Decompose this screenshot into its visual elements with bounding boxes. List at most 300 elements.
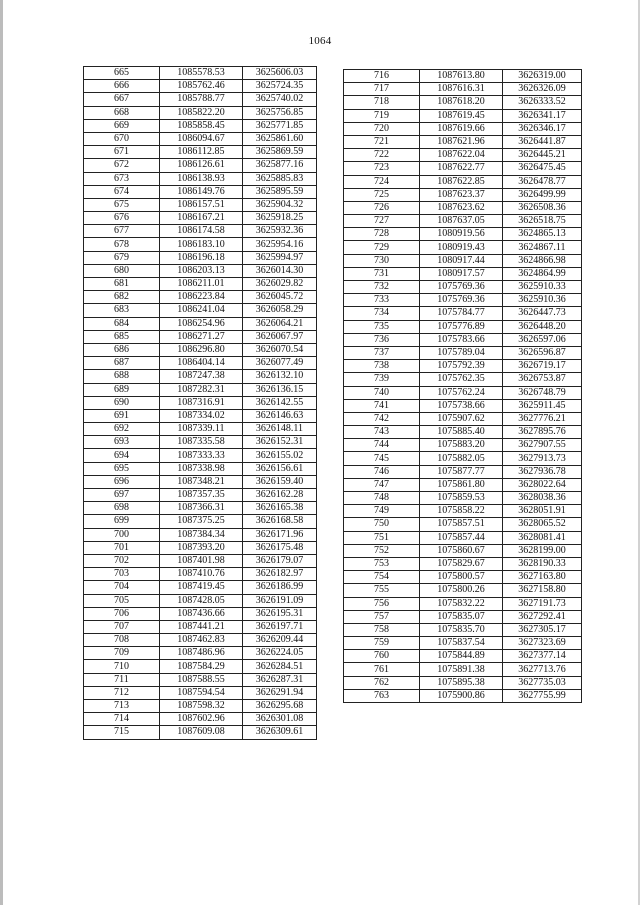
y-coordinate-cell: 3625932.36 xyxy=(243,225,317,238)
y-coordinate-cell: 3626475.45 xyxy=(503,162,582,175)
x-coordinate-cell: 1075860.67 xyxy=(420,544,503,557)
point-number-cell: 718 xyxy=(344,96,420,109)
point-number-cell: 698 xyxy=(84,502,160,515)
y-coordinate-cell: 3626152.31 xyxy=(243,436,317,449)
y-coordinate-cell: 3626309.61 xyxy=(243,726,317,739)
point-number-cell: 752 xyxy=(344,544,420,557)
x-coordinate-cell: 1087622.85 xyxy=(420,175,503,188)
x-coordinate-cell: 1075776.89 xyxy=(420,320,503,333)
x-coordinate-cell: 1087613.80 xyxy=(420,70,503,83)
x-coordinate-cell: 1087410.76 xyxy=(160,568,243,581)
point-number-cell: 683 xyxy=(84,304,160,317)
table-row xyxy=(84,225,317,238)
x-coordinate-cell: 1075832.22 xyxy=(420,597,503,610)
x-coordinate-cell: 1075829.67 xyxy=(420,557,503,570)
table-row xyxy=(84,594,317,607)
x-coordinate-cell: 1086126.61 xyxy=(160,159,243,172)
point-number-cell: 668 xyxy=(84,106,160,119)
x-coordinate-cell: 1075769.36 xyxy=(420,281,503,294)
table-row xyxy=(344,228,582,241)
x-coordinate-cell: 1086174.58 xyxy=(160,225,243,238)
table-row xyxy=(84,106,317,119)
point-number-cell: 705 xyxy=(84,594,160,607)
table-row xyxy=(84,620,317,633)
point-number-cell: 689 xyxy=(84,383,160,396)
point-number-cell: 744 xyxy=(344,439,420,452)
y-coordinate-cell: 3625724.35 xyxy=(243,80,317,93)
page-number: 1064 xyxy=(308,35,332,47)
x-coordinate-cell: 1075891.38 xyxy=(420,663,503,676)
y-coordinate-cell: 3626136.15 xyxy=(243,383,317,396)
table-row xyxy=(344,399,582,412)
table-row xyxy=(344,623,582,636)
point-number-cell: 761 xyxy=(344,663,420,676)
y-coordinate-cell: 3626191.09 xyxy=(243,594,317,607)
table-row xyxy=(84,634,317,647)
point-number-cell: 737 xyxy=(344,346,420,359)
point-number-cell: 720 xyxy=(344,122,420,135)
y-coordinate-cell: 3628065.52 xyxy=(503,518,582,531)
x-coordinate-cell: 1087609.08 xyxy=(160,726,243,739)
table-row xyxy=(84,607,317,620)
point-number-cell: 751 xyxy=(344,531,420,544)
y-coordinate-cell: 3625756.85 xyxy=(243,106,317,119)
table-row xyxy=(344,281,582,294)
table-row xyxy=(84,291,317,304)
table-row xyxy=(344,307,582,320)
y-coordinate-cell: 3625740.02 xyxy=(243,93,317,106)
point-number-cell: 757 xyxy=(344,610,420,623)
y-coordinate-cell: 3626197.71 xyxy=(243,620,317,633)
y-coordinate-cell: 3627163.80 xyxy=(503,571,582,584)
table-row xyxy=(84,449,317,462)
point-number-cell: 730 xyxy=(344,254,420,267)
x-coordinate-cell: 1087441.21 xyxy=(160,620,243,633)
point-number-cell: 704 xyxy=(84,581,160,594)
table-row xyxy=(84,502,317,515)
table-row xyxy=(344,426,582,439)
y-coordinate-cell: 3626326.09 xyxy=(503,83,582,96)
y-coordinate-cell: 3626186.99 xyxy=(243,581,317,594)
table-row xyxy=(84,185,317,198)
point-number-cell: 675 xyxy=(84,198,160,211)
table-row xyxy=(84,251,317,264)
table-row xyxy=(84,357,317,370)
y-coordinate-cell: 3626508.36 xyxy=(503,201,582,214)
point-number-cell: 692 xyxy=(84,423,160,436)
x-coordinate-cell: 1087486.96 xyxy=(160,647,243,660)
x-coordinate-cell: 1086196.18 xyxy=(160,251,243,264)
y-coordinate-cell: 3628199.00 xyxy=(503,544,582,557)
y-coordinate-cell: 3626195.31 xyxy=(243,607,317,620)
table-row xyxy=(84,383,317,396)
table-row xyxy=(344,584,582,597)
y-coordinate-cell: 3627191.73 xyxy=(503,597,582,610)
y-coordinate-cell: 3624867.11 xyxy=(503,241,582,254)
x-coordinate-cell: 1087401.98 xyxy=(160,554,243,567)
x-coordinate-cell: 1075844.89 xyxy=(420,650,503,663)
point-number-cell: 680 xyxy=(84,264,160,277)
table-row xyxy=(344,478,582,491)
x-coordinate-cell: 1087419.45 xyxy=(160,581,243,594)
table-row xyxy=(344,241,582,254)
y-coordinate-cell: 3625918.25 xyxy=(243,212,317,225)
y-coordinate-cell: 3626171.96 xyxy=(243,528,317,541)
point-number-cell: 742 xyxy=(344,412,420,425)
x-coordinate-cell: 1087428.05 xyxy=(160,594,243,607)
point-number-cell: 674 xyxy=(84,185,160,198)
y-coordinate-cell: 3626165.38 xyxy=(243,502,317,515)
point-number-cell: 713 xyxy=(84,700,160,713)
x-coordinate-cell: 1085858.45 xyxy=(160,119,243,132)
point-number-cell: 753 xyxy=(344,557,420,570)
y-coordinate-cell: 3626077.49 xyxy=(243,357,317,370)
point-number-cell: 684 xyxy=(84,317,160,330)
y-coordinate-cell: 3625877.16 xyxy=(243,159,317,172)
table-row xyxy=(344,610,582,623)
table-row xyxy=(84,370,317,383)
y-coordinate-cell: 3627713.76 xyxy=(503,663,582,676)
table-row xyxy=(84,396,317,409)
x-coordinate-cell: 1075857.44 xyxy=(420,531,503,544)
y-coordinate-cell: 3627936.78 xyxy=(503,465,582,478)
x-coordinate-cell: 1087334.02 xyxy=(160,409,243,422)
x-coordinate-cell: 1087316.91 xyxy=(160,396,243,409)
y-coordinate-cell: 3626341.17 xyxy=(503,109,582,122)
point-number-cell: 695 xyxy=(84,462,160,475)
table-row xyxy=(344,135,582,148)
point-number-cell: 725 xyxy=(344,188,420,201)
table-row xyxy=(344,492,582,505)
y-coordinate-cell: 3624865.13 xyxy=(503,228,582,241)
point-number-cell: 678 xyxy=(84,238,160,251)
y-coordinate-cell: 3628051.91 xyxy=(503,505,582,518)
x-coordinate-cell: 1075762.35 xyxy=(420,373,503,386)
table-row xyxy=(84,146,317,159)
point-number-cell: 743 xyxy=(344,426,420,439)
y-coordinate-cell: 3626224.05 xyxy=(243,647,317,660)
x-coordinate-cell: 1087623.37 xyxy=(420,188,503,201)
point-number-cell: 677 xyxy=(84,225,160,238)
y-coordinate-cell: 3626045.72 xyxy=(243,291,317,304)
table-row xyxy=(344,96,582,109)
y-coordinate-cell: 3626067.97 xyxy=(243,330,317,343)
y-coordinate-cell: 3626132.10 xyxy=(243,370,317,383)
x-coordinate-cell: 1075784.77 xyxy=(420,307,503,320)
table-row xyxy=(344,518,582,531)
table-row xyxy=(344,122,582,135)
y-coordinate-cell: 3626168.58 xyxy=(243,515,317,528)
y-coordinate-cell: 3626284.51 xyxy=(243,660,317,673)
x-coordinate-cell: 1075907.62 xyxy=(420,412,503,425)
table-row xyxy=(344,201,582,214)
y-coordinate-cell: 3627377.14 xyxy=(503,650,582,663)
y-coordinate-cell: 3626445.21 xyxy=(503,149,582,162)
y-coordinate-cell: 3626346.17 xyxy=(503,122,582,135)
point-number-cell: 696 xyxy=(84,475,160,488)
point-number-cell: 746 xyxy=(344,465,420,478)
x-coordinate-cell: 1086183.10 xyxy=(160,238,243,251)
coordinates-table-left xyxy=(83,66,317,740)
y-coordinate-cell: 3626291.94 xyxy=(243,686,317,699)
table-row xyxy=(84,278,317,291)
y-coordinate-cell: 3627735.03 xyxy=(503,676,582,689)
y-coordinate-cell: 3626333.52 xyxy=(503,96,582,109)
point-number-cell: 763 xyxy=(344,689,420,702)
y-coordinate-cell: 3625910.33 xyxy=(503,281,582,294)
x-coordinate-cell: 1075792.39 xyxy=(420,360,503,373)
y-coordinate-cell: 3627895.76 xyxy=(503,426,582,439)
table-row xyxy=(344,386,582,399)
table-row xyxy=(84,660,317,673)
point-number-cell: 715 xyxy=(84,726,160,739)
table-row xyxy=(84,568,317,581)
point-number-cell: 685 xyxy=(84,330,160,343)
table-row xyxy=(84,423,317,436)
y-coordinate-cell: 3626146.63 xyxy=(243,409,317,422)
x-coordinate-cell: 1086112.85 xyxy=(160,146,243,159)
y-coordinate-cell: 3626162.28 xyxy=(243,489,317,502)
point-number-cell: 703 xyxy=(84,568,160,581)
y-coordinate-cell: 3626014.30 xyxy=(243,264,317,277)
table-row xyxy=(84,541,317,554)
y-coordinate-cell: 3625911.45 xyxy=(503,399,582,412)
y-coordinate-cell: 3625895.59 xyxy=(243,185,317,198)
point-number-cell: 691 xyxy=(84,409,160,422)
y-coordinate-cell: 3625771.85 xyxy=(243,119,317,132)
point-number-cell: 694 xyxy=(84,449,160,462)
point-number-cell: 665 xyxy=(84,67,160,80)
point-number-cell: 721 xyxy=(344,135,420,148)
point-number-cell: 707 xyxy=(84,620,160,633)
table-row xyxy=(84,198,317,211)
x-coordinate-cell: 1087619.45 xyxy=(420,109,503,122)
point-number-cell: 671 xyxy=(84,146,160,159)
x-coordinate-cell: 1087622.04 xyxy=(420,149,503,162)
x-coordinate-cell: 1087584.29 xyxy=(160,660,243,673)
point-number-cell: 714 xyxy=(84,713,160,726)
table-row xyxy=(84,462,317,475)
x-coordinate-cell: 1080919.56 xyxy=(420,228,503,241)
y-coordinate-cell: 3624864.99 xyxy=(503,267,582,280)
y-coordinate-cell: 3626175.48 xyxy=(243,541,317,554)
table-row xyxy=(84,317,317,330)
y-coordinate-cell: 3626499.99 xyxy=(503,188,582,201)
x-coordinate-cell: 1087333.33 xyxy=(160,449,243,462)
table-row xyxy=(84,581,317,594)
x-coordinate-cell: 1080917.57 xyxy=(420,267,503,280)
x-coordinate-cell: 1075783.66 xyxy=(420,333,503,346)
point-number-cell: 760 xyxy=(344,650,420,663)
point-number-cell: 690 xyxy=(84,396,160,409)
point-number-cell: 747 xyxy=(344,478,420,491)
y-coordinate-cell: 3626748.79 xyxy=(503,386,582,399)
table-row xyxy=(84,343,317,356)
point-number-cell: 682 xyxy=(84,291,160,304)
x-coordinate-cell: 1086203.13 xyxy=(160,264,243,277)
x-coordinate-cell: 1075861.80 xyxy=(420,478,503,491)
y-coordinate-cell: 3626287.31 xyxy=(243,673,317,686)
point-number-cell: 702 xyxy=(84,554,160,567)
table-row xyxy=(84,673,317,686)
x-coordinate-cell: 1086404.14 xyxy=(160,357,243,370)
x-coordinate-cell: 1086094.67 xyxy=(160,132,243,145)
table-row xyxy=(84,80,317,93)
point-number-cell: 756 xyxy=(344,597,420,610)
x-coordinate-cell: 1080919.43 xyxy=(420,241,503,254)
y-coordinate-cell: 3626155.02 xyxy=(243,449,317,462)
y-coordinate-cell: 3626448.20 xyxy=(503,320,582,333)
x-coordinate-cell: 1087384.34 xyxy=(160,528,243,541)
y-coordinate-cell: 3628190.33 xyxy=(503,557,582,570)
x-coordinate-cell: 1075857.51 xyxy=(420,518,503,531)
point-number-cell: 687 xyxy=(84,357,160,370)
table-row xyxy=(344,439,582,452)
table-row xyxy=(344,597,582,610)
x-coordinate-cell: 1075800.26 xyxy=(420,584,503,597)
point-number-cell: 719 xyxy=(344,109,420,122)
table-row xyxy=(344,346,582,359)
point-number-cell: 699 xyxy=(84,515,160,528)
table-row xyxy=(84,489,317,502)
table-row xyxy=(344,267,582,280)
x-coordinate-cell: 1075858.22 xyxy=(420,505,503,518)
x-coordinate-cell: 1085578.53 xyxy=(160,67,243,80)
point-number-cell: 670 xyxy=(84,132,160,145)
point-number-cell: 688 xyxy=(84,370,160,383)
table-row xyxy=(84,212,317,225)
y-coordinate-cell: 3626518.75 xyxy=(503,215,582,228)
y-coordinate-cell: 3627755.99 xyxy=(503,689,582,702)
x-coordinate-cell: 1085762.46 xyxy=(160,80,243,93)
table-row xyxy=(84,686,317,699)
table-row xyxy=(84,554,317,567)
point-number-cell: 709 xyxy=(84,647,160,660)
x-coordinate-cell: 1087282.31 xyxy=(160,383,243,396)
table-row xyxy=(84,436,317,449)
point-number-cell: 669 xyxy=(84,119,160,132)
x-coordinate-cell: 1087618.20 xyxy=(420,96,503,109)
table-row xyxy=(84,264,317,277)
x-coordinate-cell: 1075900.86 xyxy=(420,689,503,702)
table-row xyxy=(344,188,582,201)
x-coordinate-cell: 1087602.96 xyxy=(160,713,243,726)
y-coordinate-cell: 3625904.32 xyxy=(243,198,317,211)
point-number-cell: 738 xyxy=(344,360,420,373)
point-number-cell: 740 xyxy=(344,386,420,399)
point-number-cell: 754 xyxy=(344,571,420,584)
x-coordinate-cell: 1087462.83 xyxy=(160,634,243,647)
y-coordinate-cell: 3625606.03 xyxy=(243,67,317,80)
x-coordinate-cell: 1087339.11 xyxy=(160,423,243,436)
point-number-cell: 706 xyxy=(84,607,160,620)
point-number-cell: 666 xyxy=(84,80,160,93)
table-row xyxy=(84,700,317,713)
x-coordinate-cell: 1086211.01 xyxy=(160,278,243,291)
table-row xyxy=(84,159,317,172)
y-coordinate-cell: 3625994.97 xyxy=(243,251,317,264)
x-coordinate-cell: 1087623.62 xyxy=(420,201,503,214)
point-number-cell: 731 xyxy=(344,267,420,280)
x-coordinate-cell: 1075883.20 xyxy=(420,439,503,452)
table-row xyxy=(344,320,582,333)
x-coordinate-cell: 1087247.38 xyxy=(160,370,243,383)
point-number-cell: 745 xyxy=(344,452,420,465)
table-row xyxy=(84,475,317,488)
point-number-cell: 739 xyxy=(344,373,420,386)
table-row xyxy=(344,571,582,584)
point-number-cell: 672 xyxy=(84,159,160,172)
x-coordinate-cell: 1075738.66 xyxy=(420,399,503,412)
point-number-cell: 681 xyxy=(84,278,160,291)
table-row xyxy=(84,238,317,251)
point-number-cell: 717 xyxy=(344,83,420,96)
x-coordinate-cell: 1086138.93 xyxy=(160,172,243,185)
table-row xyxy=(84,304,317,317)
table-row xyxy=(344,360,582,373)
x-coordinate-cell: 1075859.53 xyxy=(420,492,503,505)
x-coordinate-cell: 1086167.21 xyxy=(160,212,243,225)
table-row xyxy=(84,647,317,660)
table-row xyxy=(84,172,317,185)
point-number-cell: 759 xyxy=(344,637,420,650)
table-row xyxy=(344,412,582,425)
y-coordinate-cell: 3626156.61 xyxy=(243,462,317,475)
table-row xyxy=(84,726,317,739)
point-number-cell: 711 xyxy=(84,673,160,686)
x-coordinate-cell: 1075835.07 xyxy=(420,610,503,623)
x-coordinate-cell: 1075762.24 xyxy=(420,386,503,399)
point-number-cell: 724 xyxy=(344,175,420,188)
point-number-cell: 741 xyxy=(344,399,420,412)
x-coordinate-cell: 1086149.76 xyxy=(160,185,243,198)
table-row xyxy=(344,149,582,162)
table-row xyxy=(84,119,317,132)
table-row xyxy=(344,373,582,386)
table-row xyxy=(344,215,582,228)
y-coordinate-cell: 3625861.60 xyxy=(243,132,317,145)
y-coordinate-cell: 3626148.11 xyxy=(243,423,317,436)
y-coordinate-cell: 3625954.16 xyxy=(243,238,317,251)
table-row xyxy=(84,67,317,80)
y-coordinate-cell: 3625869.59 xyxy=(243,146,317,159)
y-coordinate-cell: 3627305.17 xyxy=(503,623,582,636)
y-coordinate-cell: 3626719.17 xyxy=(503,360,582,373)
x-coordinate-cell: 1075789.04 xyxy=(420,346,503,359)
x-coordinate-cell: 1085822.20 xyxy=(160,106,243,119)
y-coordinate-cell: 3628022.64 xyxy=(503,478,582,491)
point-number-cell: 679 xyxy=(84,251,160,264)
x-coordinate-cell: 1075835.70 xyxy=(420,623,503,636)
x-coordinate-cell: 1087393.20 xyxy=(160,541,243,554)
point-number-cell: 729 xyxy=(344,241,420,254)
x-coordinate-cell: 1087375.25 xyxy=(160,515,243,528)
table-row xyxy=(344,175,582,188)
x-coordinate-cell: 1087616.31 xyxy=(420,83,503,96)
table-row xyxy=(344,254,582,267)
x-coordinate-cell: 1085788.77 xyxy=(160,93,243,106)
y-coordinate-cell: 3626753.87 xyxy=(503,373,582,386)
point-number-cell: 749 xyxy=(344,505,420,518)
table-row xyxy=(84,132,317,145)
y-coordinate-cell: 3627323.69 xyxy=(503,637,582,650)
x-coordinate-cell: 1086296.80 xyxy=(160,343,243,356)
x-coordinate-cell: 1087335.58 xyxy=(160,436,243,449)
x-coordinate-cell: 1075882.05 xyxy=(420,452,503,465)
point-number-cell: 755 xyxy=(344,584,420,597)
y-coordinate-cell: 3626179.07 xyxy=(243,554,317,567)
y-coordinate-cell: 3626159.40 xyxy=(243,475,317,488)
